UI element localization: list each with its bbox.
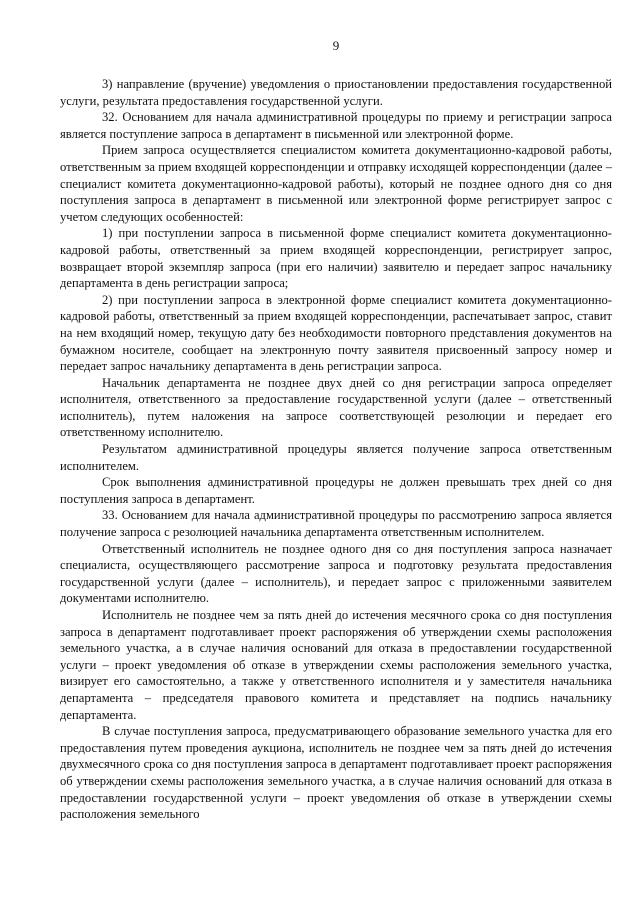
paragraph: Прием запроса осуществляется специалистом комитета документационно-кадровой работы, ответственным за прием входящей корреспонденции и отправку исходящей корреспонденции (далее – специалист комитета документационно-кадровой работы), который не позднее одного дня со дня поступления запроса в департамент в письменной или электронной форме регистрирует запрос с учетом следующих особенностей: bbox=[60, 143, 612, 224]
paragraph: 2) при поступлении запроса в электронной форме специалист комитета документационно-кадровой работы, ответственный за прием входящей корреспонденции, распечатывает запрос, ставит на нем входящий номер, текущую дату без необходимости повторного представления документов на бумажном носителе, сообщает на электронную почту заявителя присвоенный запросу номер и передает запрос начальнику департамента в день регистрации запроса. bbox=[60, 292, 612, 374]
paragraph: Результатом административной процедуры является получение запроса ответственным исполнителем. bbox=[60, 442, 612, 473]
paragraph: Начальник департамента не позднее двух дней со дня регистрации запроса определяет исполнителя, ответственного за предоставление государственной услуги (далее – ответственный исполнитель), путем наложения на запросе соответствующей резолюции и передает его ответственному исполнителю. bbox=[60, 375, 612, 440]
document-body bbox=[60, 76, 612, 823]
paragraph: Срок выполнения административной процедуры не должен превышать трех дней со дня поступления запроса в департамент. bbox=[60, 475, 612, 506]
paragraph: В случае поступления запроса, предусматривающего образование земельного участка для его предоставления путем проведения аукциона, исполнитель не позднее чем за пять дней до истечения двухмесячного срока со дня поступления запроса в департамент подготавливает проект распоряжения об утверждении схемы расположения земельного участка, а в случае наличия оснований для отказа в предоставлении государственной услуги – проект уведомления об отказе в утверждении схемы расположения земельного bbox=[60, 724, 612, 822]
paragraph: 1) при поступлении запроса в письменной форме специалист комитета документационно-кадровой работы, ответственный за прием входящей корреспонденции, регистрирует запрос, возвращает второй экземпляр запроса (при его наличии) заявителю и передает запрос начальнику департамента в день регистрации запроса; bbox=[60, 226, 612, 291]
paragraph: 32. Основанием для начала административной процедуры по приему и регистрации запроса является поступление запроса в департамент в письменной или электронной форме. bbox=[60, 110, 612, 141]
paragraph: Ответственный исполнитель не позднее одного дня со дня поступления запроса назначает специалиста, осуществляющего рассмотрение запроса и подготовку результата предоставления государственной услуги (далее – исполнитель), и передает запрос с приложенными заявителем документами исполнителю. bbox=[60, 541, 612, 606]
paragraph: Исполнитель не позднее чем за пять дней до истечения месячного срока со дня поступления запроса в департамент подготавливает проект распоряжения об утверждении схемы расположения земельного участка, а в случае наличия оснований для отказа в предоставлении государственной услуги – проект уведомления об отказе в утверждении схемы расположения земельного участка, визирует его самостоятельно, а также у ответственного исполнителя и у заместителя начальника департамента – председателя правового комитета и представляет на подпись начальнику департамента. bbox=[60, 608, 612, 722]
paragraph: 3) направление (вручение) уведомления о приостановлении предоставления государственной услуги, результата предоставления государственной услуги. bbox=[60, 77, 612, 108]
page-number: 9 bbox=[332, 38, 340, 53]
paragraph: 33. Основанием для начала административной процедуры по рассмотрению запроса является получение запроса с резолюцией начальника департамента ответственным исполнителем. bbox=[60, 508, 612, 540]
